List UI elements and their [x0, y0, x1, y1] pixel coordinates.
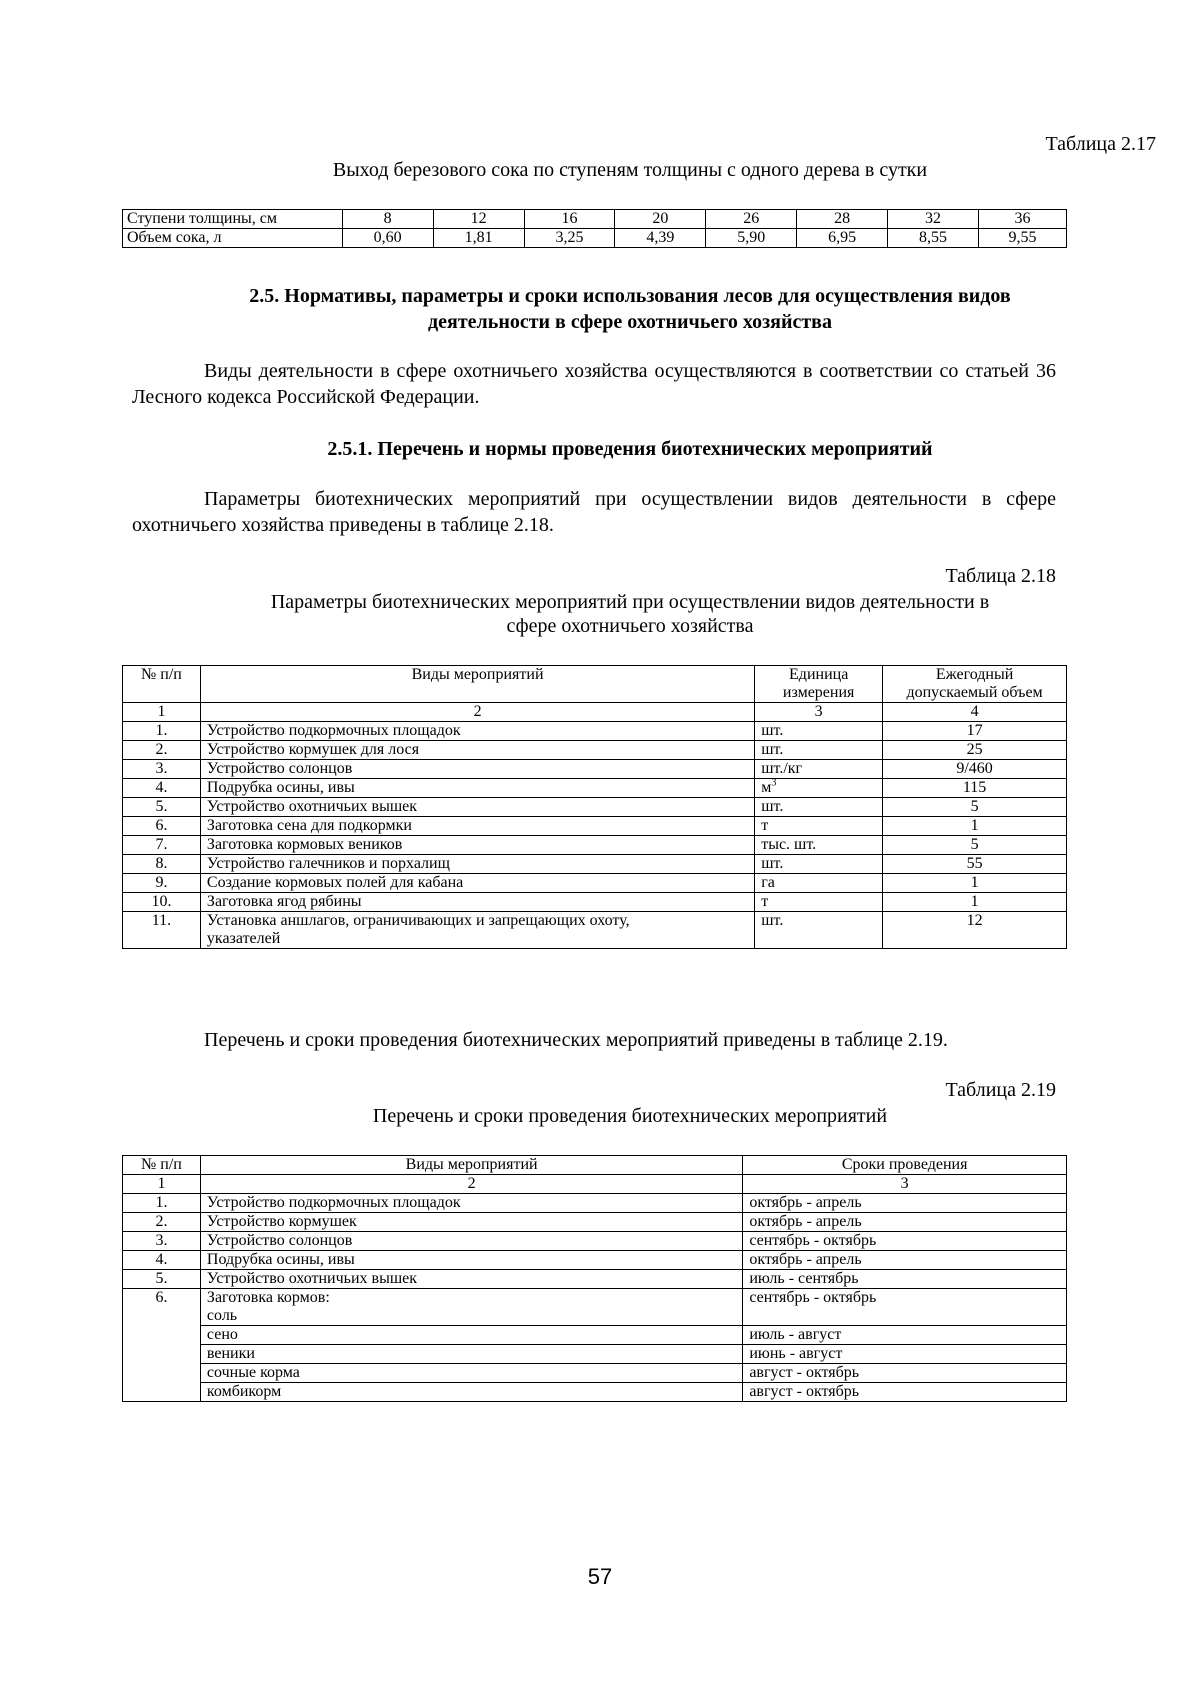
table-cell: 4,39	[615, 229, 706, 248]
activity-name: Устройство солонцов	[200, 760, 754, 779]
header-line: Единица	[789, 666, 849, 683]
table-row	[123, 855, 1067, 874]
table-cell: 28	[797, 210, 888, 229]
table-cell: 1	[123, 703, 201, 722]
table-row	[123, 1194, 1067, 1213]
row-header: Ступени толщины, см	[123, 210, 343, 229]
table-row	[123, 1289, 1067, 1326]
paragraph: Перечень и сроки проведения биотехнических мероприятий приведены в таблице 2.19.	[204, 1029, 948, 1051]
activity-name: Устройство охотничьих вышек	[200, 1270, 742, 1289]
unit: га	[755, 874, 883, 893]
period: сентябрь - октябрь	[743, 1232, 1067, 1251]
caption-line: сфере охотничьего хозяйства	[506, 615, 754, 637]
table-row	[123, 798, 1067, 817]
table-cell: 3,25	[524, 229, 615, 248]
unit	[755, 779, 883, 798]
activity-name-line: указателей	[206, 930, 281, 947]
header-line: Ежегодный	[935, 666, 1014, 683]
unit: шт.	[755, 912, 883, 949]
table-cell: 3	[755, 703, 883, 722]
unit: тыс. шт.	[755, 836, 883, 855]
unit: шт.	[755, 798, 883, 817]
column-header: № п/п	[123, 666, 201, 703]
column-header: № п/п	[123, 1156, 201, 1175]
activity-name: Заготовка кормовых веников	[200, 836, 754, 855]
activity-name: Заготовка ягод рябины	[200, 893, 754, 912]
header-line: допускаемый объем	[906, 684, 1043, 701]
row-number: 5.	[123, 798, 201, 817]
table-label: Таблица 2.17	[1045, 133, 1156, 155]
activity-group-title: Заготовка кормов:	[206, 1289, 330, 1306]
table-row	[123, 912, 1067, 949]
table-row	[123, 1383, 1067, 1402]
table-cell: 20	[615, 210, 706, 229]
unit: шт.	[755, 722, 883, 741]
volume: 17	[883, 722, 1067, 741]
table-cell: 1	[123, 1175, 201, 1194]
unit: шт./кг	[755, 760, 883, 779]
table-cell: 2	[200, 703, 754, 722]
table-cell: 2	[200, 1175, 742, 1194]
volume: 5	[883, 798, 1067, 817]
table-cell: 36	[978, 210, 1066, 229]
table-row	[123, 1213, 1067, 1232]
row-number: 6.	[123, 817, 201, 836]
activity-name: Устройство подкормочных площадок	[200, 1194, 742, 1213]
table-row	[123, 874, 1067, 893]
volume: 1	[883, 874, 1067, 893]
activity-subitem: соль	[206, 1307, 238, 1324]
table-header-row	[123, 666, 1067, 703]
period: июль - сентябрь	[743, 1270, 1067, 1289]
table-2-17	[122, 209, 1067, 248]
row-number: 5.	[123, 1270, 201, 1289]
unit: шт.	[755, 741, 883, 760]
table-cell: 5,90	[706, 229, 797, 248]
activity-name: Устройство кормушек для лося	[200, 741, 754, 760]
activity-subitem: сено	[200, 1326, 742, 1345]
column-header	[883, 666, 1067, 703]
row-number: 4.	[123, 1251, 201, 1270]
row-number: 1.	[123, 722, 201, 741]
volume: 115	[883, 779, 1067, 798]
table-cell: 8,55	[888, 229, 979, 248]
table-2-18	[122, 665, 1067, 949]
row-number: 4.	[123, 779, 201, 798]
caption-line: Параметры биотехнических мероприятий при осуществлении видов деятельности в	[270, 591, 990, 613]
table-cell: 32	[888, 210, 979, 229]
activity-name: Устройство галечников и порхалищ	[200, 855, 754, 874]
table-label: Таблица 2.19	[945, 1079, 1056, 1101]
table-row	[123, 1345, 1067, 1364]
table-cell: 4	[883, 703, 1067, 722]
row-number: 2.	[123, 741, 201, 760]
table-cell: 26	[706, 210, 797, 229]
volume: 9/460	[883, 760, 1067, 779]
table-row	[123, 1326, 1067, 1345]
section-heading	[130, 283, 1130, 335]
unit: шт.	[755, 855, 883, 874]
paragraph: Параметры биотехнических мероприятий при осуществлении видов деятельности в сфере охотничьего хозяйства приведены в таблице 2.18.	[132, 488, 1056, 536]
volume: 5	[883, 836, 1067, 855]
table-cell: 16	[524, 210, 615, 229]
row-number: 11.	[123, 912, 201, 949]
activity-subitem: веники	[200, 1345, 742, 1364]
table-cell: 12	[433, 210, 524, 229]
header-line: измерения	[782, 684, 855, 701]
table-row	[123, 760, 1067, 779]
column-number-row	[123, 1175, 1067, 1194]
unit: т	[755, 893, 883, 912]
activity-subitem: комбикорм	[200, 1383, 742, 1402]
paragraph: Виды деятельности в сфере охотничьего хозяйства осуществляются в соответствии со статьей 36 Лесного кодекса Российской Федерации.	[132, 360, 1056, 408]
activity-name-line: Установка аншлагов, ограничивающих и запрещающих охоту,	[206, 912, 630, 929]
column-number-row	[123, 703, 1067, 722]
row-header: Объем сока, л	[123, 229, 343, 248]
table-caption: Выход березового сока по ступеням толщины с одного дерева в сутки	[332, 159, 928, 181]
volume: 12	[883, 912, 1067, 949]
table-row	[123, 836, 1067, 855]
activity-subitem: сочные корма	[200, 1364, 742, 1383]
column-header: Виды мероприятий	[200, 1156, 742, 1175]
row-number: 9.	[123, 874, 201, 893]
table-row	[123, 229, 1067, 248]
activity-name: Заготовка сена для подкормки	[200, 817, 754, 836]
volume: 1	[883, 817, 1067, 836]
table-caption: Перечень и сроки проведения биотехнических мероприятий	[372, 1105, 888, 1127]
table-row	[123, 779, 1067, 798]
table-caption	[130, 590, 1130, 638]
unit-text: м	[761, 779, 772, 796]
table-cell: 3	[743, 1175, 1067, 1194]
activity-name: Создание кормовых полей для кабана	[200, 874, 754, 893]
table-2-19	[122, 1155, 1067, 1402]
activity-name: Подрубка осины, ивы	[200, 779, 754, 798]
row-number: 6.	[123, 1289, 201, 1402]
activity-name: Подрубка осины, ивы	[200, 1251, 742, 1270]
column-header	[755, 666, 883, 703]
activity-name: Устройство охотничьих вышек	[200, 798, 754, 817]
period: октябрь - апрель	[743, 1194, 1067, 1213]
table-row	[123, 1232, 1067, 1251]
column-header: Виды мероприятий	[200, 666, 754, 703]
volume: 25	[883, 741, 1067, 760]
activity-name: Устройство кормушек	[200, 1213, 742, 1232]
table-row	[123, 1270, 1067, 1289]
table-cell: 9,55	[978, 229, 1066, 248]
period: октябрь - апрель	[743, 1251, 1067, 1270]
table-label: Таблица 2.18	[945, 565, 1056, 587]
volume: 55	[883, 855, 1067, 874]
period: июль - август	[743, 1326, 1067, 1345]
subsection-heading: 2.5.1. Перечень и нормы проведения биотехнических мероприятий	[327, 438, 933, 460]
table-row	[123, 1251, 1067, 1270]
table-row	[123, 817, 1067, 836]
row-number: 3.	[123, 1232, 201, 1251]
row-number: 3.	[123, 760, 201, 779]
row-number: 7.	[123, 836, 201, 855]
table-cell: 8	[342, 210, 433, 229]
activity-name	[200, 1289, 742, 1326]
unit-superscript: 3	[771, 777, 777, 789]
activity-name: Устройство подкормочных площадок	[200, 722, 754, 741]
table-cell: 6,95	[797, 229, 888, 248]
row-number: 10.	[123, 893, 201, 912]
heading-line: деятельности в сфере охотничьего хозяйства	[428, 311, 832, 333]
table-header-row	[123, 1156, 1067, 1175]
row-number: 2.	[123, 1213, 201, 1232]
heading-line: 2.5. Нормативы, параметры и сроки использования лесов для осуществления видов	[249, 285, 1011, 307]
unit: т	[755, 817, 883, 836]
period: август - октябрь	[743, 1383, 1067, 1402]
table-row	[123, 1364, 1067, 1383]
table-row	[123, 893, 1067, 912]
row-number: 1.	[123, 1194, 201, 1213]
volume: 1	[883, 893, 1067, 912]
period: август - октябрь	[743, 1364, 1067, 1383]
table-row	[123, 722, 1067, 741]
column-header: Сроки проведения	[743, 1156, 1067, 1175]
table-cell: 1,81	[433, 229, 524, 248]
period: сентябрь - октябрь	[743, 1289, 1067, 1326]
page-number: 57	[587, 1564, 613, 1589]
table-row	[123, 210, 1067, 229]
period: октябрь - апрель	[743, 1213, 1067, 1232]
table-row	[123, 741, 1067, 760]
table-cell: 0,60	[342, 229, 433, 248]
activity-name: Устройство солонцов	[200, 1232, 742, 1251]
period: июнь - август	[743, 1345, 1067, 1364]
activity-name	[200, 912, 754, 949]
row-number: 8.	[123, 855, 201, 874]
